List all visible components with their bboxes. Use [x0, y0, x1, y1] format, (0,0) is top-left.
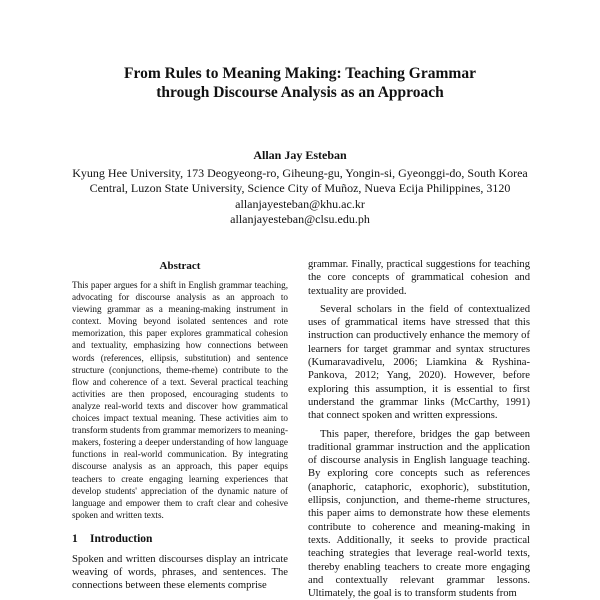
author-email-1: allanjayesteban@khu.ac.kr — [235, 196, 365, 211]
affiliation-2: Central, Luzon State University, Science City of Muñoz, Nueva Ecija Philippines, 3120 — [89, 181, 511, 195]
author-email-2: allanjayesteban@clsu.edu.ph — [230, 212, 370, 226]
right-paragraph-2: Several scholars in the field of contextualized uses of grammatical items have stressed that this instruction can productively enhance the memory of learners for target grammar and syntax structures (Kumaravadivelu, 2006; Liamkina & Ryshina-Pankova, 2012; Yang, 2020). However, before exploring this assumption, it is essential to first understand the grammar links (McCarthy, 1991) that connect spoken and written expressions. — [308, 303, 530, 422]
title-line-2: through Discourse Analysis as an Approach — [156, 84, 444, 101]
author-name: Allan Jay Esteban — [253, 148, 347, 162]
section-number: 1 — [72, 532, 78, 545]
introduction-text: Spoken and written discourses display an intricate weaving of words, phrases, and sentences. The connections between these elements comprise — [72, 553, 288, 592]
affiliation-1: Kyung Hee University, 173 Deogyeong-ro, Giheung-gu, Yongin-si, Gyeonggi-do, South Korea — [72, 165, 528, 180]
author-block — [30, 148, 570, 228]
title-line-1: From Rules to Meaning Making: Teaching Grammar — [124, 65, 476, 82]
abstract-text: This paper argues for a shift in English grammar teaching, advocating for discourse analysis as an approach to viewing grammar as a meaning-making instrument in context. Moving beyond isolated sentences and rote memorization, this paper explores grammatical cohesion and textuality, emphasizing how connections between words (references, ellipsis, substitution) and sentence structure (conjunctions, theme-rheme) contribute to the flow and coherence of a text. Several practical teaching activities are then proposed, encouraging students to analyze real-world texts and discover how grammatical choices impact textual meaning. These activities aim to transform students from grammar memorizers to meaning-makers, fostering a deeper understanding of how language functions in real-world communication. By integrating discourse analysis as an approach, this paper equips teachers to create engaging learning experiences that develop students' appreciation of the dynamic nature of language and empower them to craft clear and cohesive spoken and written texts. — [72, 280, 288, 520]
right-paragraph-3: This paper, therefore, bridges the gap between traditional grammar instruction and the application of discourse analysis in English language teaching. By exploring core concepts such as references (anaphoric, cataphoric, exophoric), substitution, ellipsis, conjunction, and theme-rheme structures, this paper aims to demonstrate how these elements contribute to coherence and meaning-making in texts. Additionally, it seeks to provide practical teaching strategies that leverage real-world texts, thereby enabling teachers to create more engaging and contextually relevant grammar lessons. Ultimately, the goal is to transform students from — [308, 428, 530, 600]
paper-title — [60, 64, 540, 102]
right-paragraph-1: grammar. Finally, practical suggestions for teaching the core concepts of grammatical cohesion and textuality are provided. — [308, 259, 530, 297]
introduction-heading — [72, 533, 288, 545]
abstract-heading: Abstract — [159, 260, 201, 272]
right-column — [308, 258, 530, 600]
section-title: Introduction — [90, 532, 153, 545]
left-column — [72, 260, 288, 593]
